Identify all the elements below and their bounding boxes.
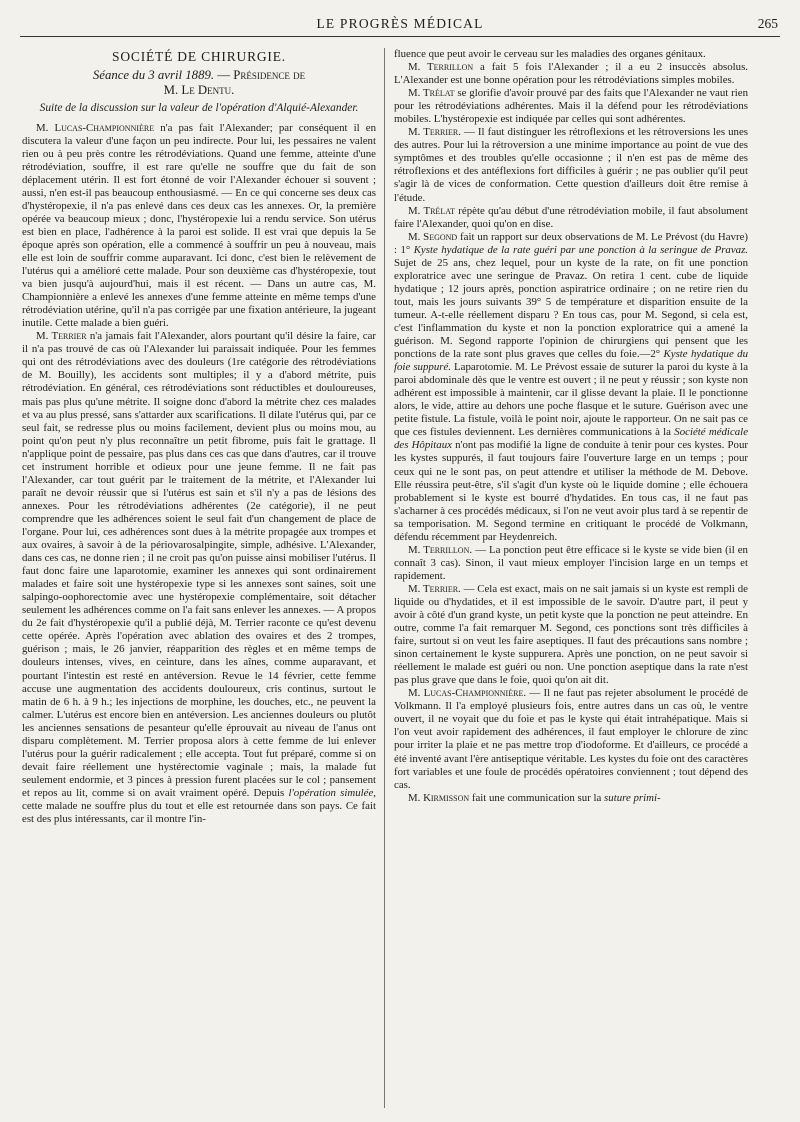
section-title: SOCIÉTÉ DE CHIRURGIE. [112, 49, 286, 64]
italic-phrase: Kyste hydatique du foie suppuré. [394, 348, 748, 374]
speaker-name: M. Terrillon [408, 61, 474, 74]
right-column [394, 48, 748, 1108]
paragraph-text: fluence que peut avoir le cerveau sur les maladies des organes génitaux. [394, 48, 706, 60]
presidence-label: Présidence de [233, 68, 306, 83]
session-date: Séance du 3 avril 1889. [92, 68, 215, 83]
speaker-name: M. Terrier. [408, 582, 461, 595]
paragraph-text: — La ponction peut être efficace si le kyste se vide bien (il en connaît 3 cas). Sinon, il vaut mieux employer l'incision large en un temps et rapidement. [394, 543, 748, 582]
paragraph-lucas-championniere-2 [394, 687, 748, 791]
italic-phrase: Kyste hydatique de la rate guéri par une ponction à la seringue de Pravaz. [413, 243, 748, 256]
paragraph-text: a fait 5 fois l'Alexander ; il a eu 2 insuccès absolus. L'Alexander est une bonne opération pour les rétrodéviations simples mobiles. [394, 61, 748, 87]
discussion-subtitle: Suite de la discussion sur la valeur de l'opération d'Alquié-Alexander. [39, 102, 359, 115]
paragraph-text: — Il ne faut pas rejeter absolument le procédé de Volkmann. Il l'a employé plusieurs fois, entre autres dans un cas où, le ventre ouvert, il ne voyait que du foie et pas le kyste qui était intrahépatique. Mais si l'on veut avoir rapidement des adhérences, il faut employer le chlorure de zinc pour irriter la plaie et ne pas mettre trop d'iodoforme. Et d'ailleurs, ce procédé a été inventé avant l'ère antiseptique véritable. Les kystes du foie ont des caractères fort variables et une foule de procédés opératoires conviennent ; tout dépend des cas. [394, 687, 748, 791]
paragraph-text: Laparotomie. M. Le Prévost essaie de suturer la paroi du kyste à la paroi abdominale dès que le ventre est ouvert ; il ne peut y réussir ; son kyste non adhérent est impossible à maintenir, car il glisse devant la plaie. Il le ponctionne alors, le vide, attire au dehors une poche flasque et le suture. Guérison avec une petite fistule. La fistule, voilà le point noir, ajoute le rapporteur. On ne sait pas ce que ces fistules deviennent. Les dernières communications à la [394, 361, 748, 439]
session-dash: — [214, 68, 234, 83]
column-divider [384, 48, 385, 1108]
paragraph-text: n'ont pas modifié la ligne de conduite à tenir pour ces kystes. Pour les kystes suppurés, il faut toujours faire l'ouverture large en un temps ; pour ceux qui ne le sont pas, on peut attendre et utiliser la méthode de M. Debove. Elle réussira peut-être, s'il s'agit d'un kyste où le liquide domine ; elle échouera probablement si le kyste est bourré d'hydatides. En tous cas, il ne faut pas s'acharner à ces procédés médicaux, si l'on ne veut avoir plus tard à se repentir de sa temporisation. M. Segond termine en critiquant le procédé de Volkmann, défendu récemment par Heydenreich. [394, 439, 748, 543]
session-heading [22, 68, 376, 83]
left-column [22, 48, 376, 1108]
paragraph-terrillon [394, 61, 748, 87]
paragraph-terrier-2 [394, 583, 748, 687]
paragraph-terrier [394, 126, 748, 204]
speaker-name: M. Terrier. [408, 126, 461, 139]
paragraph-text: répète qu'au début d'une rétrodéviation mobile, il faut absolument faire l'Alexander, quoi qu'on en dise. [394, 204, 748, 230]
paragraph-terrillon-2 [394, 544, 748, 583]
speaker-name: M. Trélat [408, 87, 455, 100]
paragraph-lucas-championniere [22, 122, 376, 331]
paragraph-text: se glorifie d'avoir prouvé par des faits que l'Alexander ne vaut rien pour les rétrodéviations adhérentes. Mais il la défend pour les rétrodéviations mobiles. L'hystéropexie est indiquée par celles qui sont adhérentes. [394, 87, 748, 126]
speaker-name: M. Lucas-Championnière [36, 121, 155, 134]
paragraph-trelat-2 [394, 205, 748, 231]
paragraph-text: Sujet de 25 ans, chez lequel, pour un kyste de la rate, on fit une ponction exploratrice avec une seringue de Pravaz. On retira 1 cent. cube de liquide hydatique ; 12 jours après, ponction aspiratrice ordinaire ; on ne retire rien du tout, mais les jours suivants 39° 5 de température et disparition ensuite de la tumeur. A-t-elle réellement disparu ? En tous cas, pour M. Segond, si cela est, c'est l'inflammation du kyste et non la ponction exploratrice qui a amené la guérison. M. Segond rapporte l'opinion de chirurgiens qui pensent que les ponctions de la rate sont plus graves que celles du foie.—2° [394, 256, 748, 361]
italic-phrase: Société médicale des Hôpitaux [394, 426, 748, 452]
paragraph-text: — Cela est exact, mais on ne sait jamais si un kyste est rempli de liquide ou d'hydatides, et il est impossible de le savoir. D'autre part, il peut y avoir à côté d'un grand kyste, un petit kyste que la ponction ne peut atteindre. En outre, comme l'a fait remarquer M. Segond, ces ponctions sont très difficiles à faire, surtout si on veut les faire aseptiques. Il faut des précautions sans nombre ; sinon certainement le kyste suppurera. Après une ponction, on ne peut savoir si réellement le malade est guéri ou non. Une ponction aseptique dans la rate n'est pas plus grave que dans le foie, quoi qu'on ait dit. [394, 582, 748, 687]
italic-phrase: l'opération simulée [288, 786, 374, 799]
speaker-name: M. Terrier [36, 330, 87, 343]
paragraph-segond [394, 231, 748, 544]
running-header [20, 14, 780, 37]
italic-phrase: suture primi- [604, 791, 661, 804]
speaker-name: M. Lucas-Championnière. [408, 687, 527, 700]
paragraph-kirmisson [394, 792, 748, 805]
speaker-name: M. Trélat [408, 204, 455, 217]
speaker-name: M. Terrillon. [408, 543, 473, 556]
president-name: M. Le Dentu. [163, 83, 235, 98]
speaker-name: M. Segond [408, 230, 458, 243]
paragraph-text: fait un rapport sur deux observations de M. Le Prévost (du Havre) : 1° [394, 230, 748, 256]
page-number: 265 [757, 16, 778, 31]
paragraph-terrier [22, 330, 376, 826]
paragraph-trelat [394, 87, 748, 126]
paragraph-text: fait une communication sur la [469, 791, 605, 804]
paragraph-text: , cette malade ne souffre plus du tout et elle est retournée dans son pays. Ce fait est des plus intéressants, car il montre l'in- [22, 786, 376, 826]
speaker-name: M. Kirmisson [408, 791, 470, 804]
paragraph-text: n'a pas fait l'Alexander; par conséquent il en discutera la valeur d'une façon un peu indirecte. Pour lui, les pessaires ne valent rien ou à peu près contre les rétrodéviations. Quand une femme, atteinte d'une rétrodéviation, souffre, il est rare qu'elle ne souffre que du fait de son déplacement utérin. Il est fort étonné de voir l'Alexander échouer si souvent ; aussi, n'en est-il pas beaucoup enthousiasmé. — En ce qui concerne ses deux cas d'hystéropexie, il n'a pas enlevé dans ces deux cas les annexes. Or, la première opérée va beaucoup mieux ; donc, l'hystéropexie lui a rendu service. Son utérus est bien en place, l'adhérence à la paroi est solide. Il est vrai que depuis la 5e époque après son opération, elle a commencé à souffrir un peu à nouveau, mais elle est loin de souffrir comme auparavant. Ici donc, c'est bien le relèvement de l'utérus qui a amélioré cette malade. Pour son deuxième cas d'hystéropexie, tout va bien jusqu'à aujourd'hui, mais il est récent. — Dans un autre cas, M. Championnière a enlevé les annexes d'une femme atteinte en même temps d'une rétrodéviation utérine, qu'il n'a pas corrigée par une fixation antérieure, la jugeant inutile. Cette malade a bien guéri. [22, 121, 376, 330]
paragraph-continuation [394, 48, 748, 61]
paragraph-text: n'a jamais fait l'Alexander, alors pourtant qu'il désire la faire, car il n'a pas trouvé de cas où l'Alexander lui paraissait indiquée. Pour les femmes qui ont des rétrodéviations avec des douleurs (1re catégorie des rétrodéviations de M. Bouilly), les accidents sont multiples; il y a d'abord métrite, puis rétrodéviation. En général, ces rétrodéviations sont réductibles et douloureuses, mais pas plus qu'une métrite. Il soigne donc d'abord la métrite chez ces malades et va au plus pressé, sans s'attarder aux scarifications. Il dilate l'utérus qui, par ce seul fait, se redresse plus ou moins facilement, devient plus ou moins mou, au point qu'on peut n'y plus reconnaître un petit fibrome, puis fait le grattage. Il n'applique point de pessaire, pas plus dans ces cas que dans d'autres, car il trouve cet instrument horrible et odieux pour une jeune femme. Il ne fait pas l'Alexander, car tout guérit par le traitement de la métrite, et l'Alexander lui paraît ne devoir réussir que si l'utérus est sain et s'il n'y a pas de lésions des annexes. Pour les rétrodéviations adhérentes (2e catégorie), il ne peut comprendre que les adhérences soient le seul fait d'un changement de place de l'organe. Pour lui, ces adhérences sont dues à la métrite propagée aux trompes et aux ovaires, à savoir à de la périovarosalpingite, simple, adhésive. L'Alexander, dans ces cas, ne donne rien ; il ne croit pas qu'on puisse ainsi mobiliser l'utérus. Il faut donc faire une laparotomie, examiner les annexes qui sont ordinairement malades et faire soit une hystéropexie type si les annexes sont saines, soit une salpingo-oophorectomie avec une hystéropexie complémentaire, soit détacher seulement les adhérences comme on l'a fait sans enlever les annexes. — A propos du 2e fait d'hystéropexie qu'il a publié déjà, M. Terrier raconte ce qu'est devenu cette opérée. Après l'opération avec ablation des ovaires et des 2 trompes, guérison ; mais, le 26 janvier, réapparition des règles et en même temps de douleurs intenses, vives, en ceinture, dans les aînes, comme auparavant, et pourtant l'intestin est resté en antéversion. Revue le 14 février, cette femme accuse une augmentation des accidents douloureux, cris continus, surtout le matin de 6 h. à 9 h.; les injections de morphine, les douches, etc., ne peuvent la calmer. L'utérus est encore bien en antéversion. Les anciennes douleurs ou plutôt les anciennes sensations de pesanteur qu'elle éprouvait au niveau de l'anus ont disparu complètement. M. Terrier proposa alors à cette femme de lui enlever l'utérus pour la guérir radicalement ; elle accepta. Tout fut préparé, comme si on devait faire réellement une hystérectomie vaginale ; mais, la malade fut seulement endormie, et 3 pinces à pression furent placées sur le col ; pansement et repos au lit, comme si on avait vraiment opéré. Depuis [22, 330, 376, 799]
journal-title: LE PROGRÈS MÉDICAL [316, 16, 484, 31]
paragraph-text: — Il faut distinguer les rétroflexions et les rétroversions les unes des autres. Pour lui la rétroversion a une minime importance au point de vue des symptômes et des troubles qu'elle occasionne ; il n'en est pas de même des rétroflexions et des antéflexions fort difficiles à guérir ; ne pas oublier qu'il peut s'agir là de vices de conformation. Cette question d'ailleurs doit être remise à l'étude. [394, 126, 748, 204]
